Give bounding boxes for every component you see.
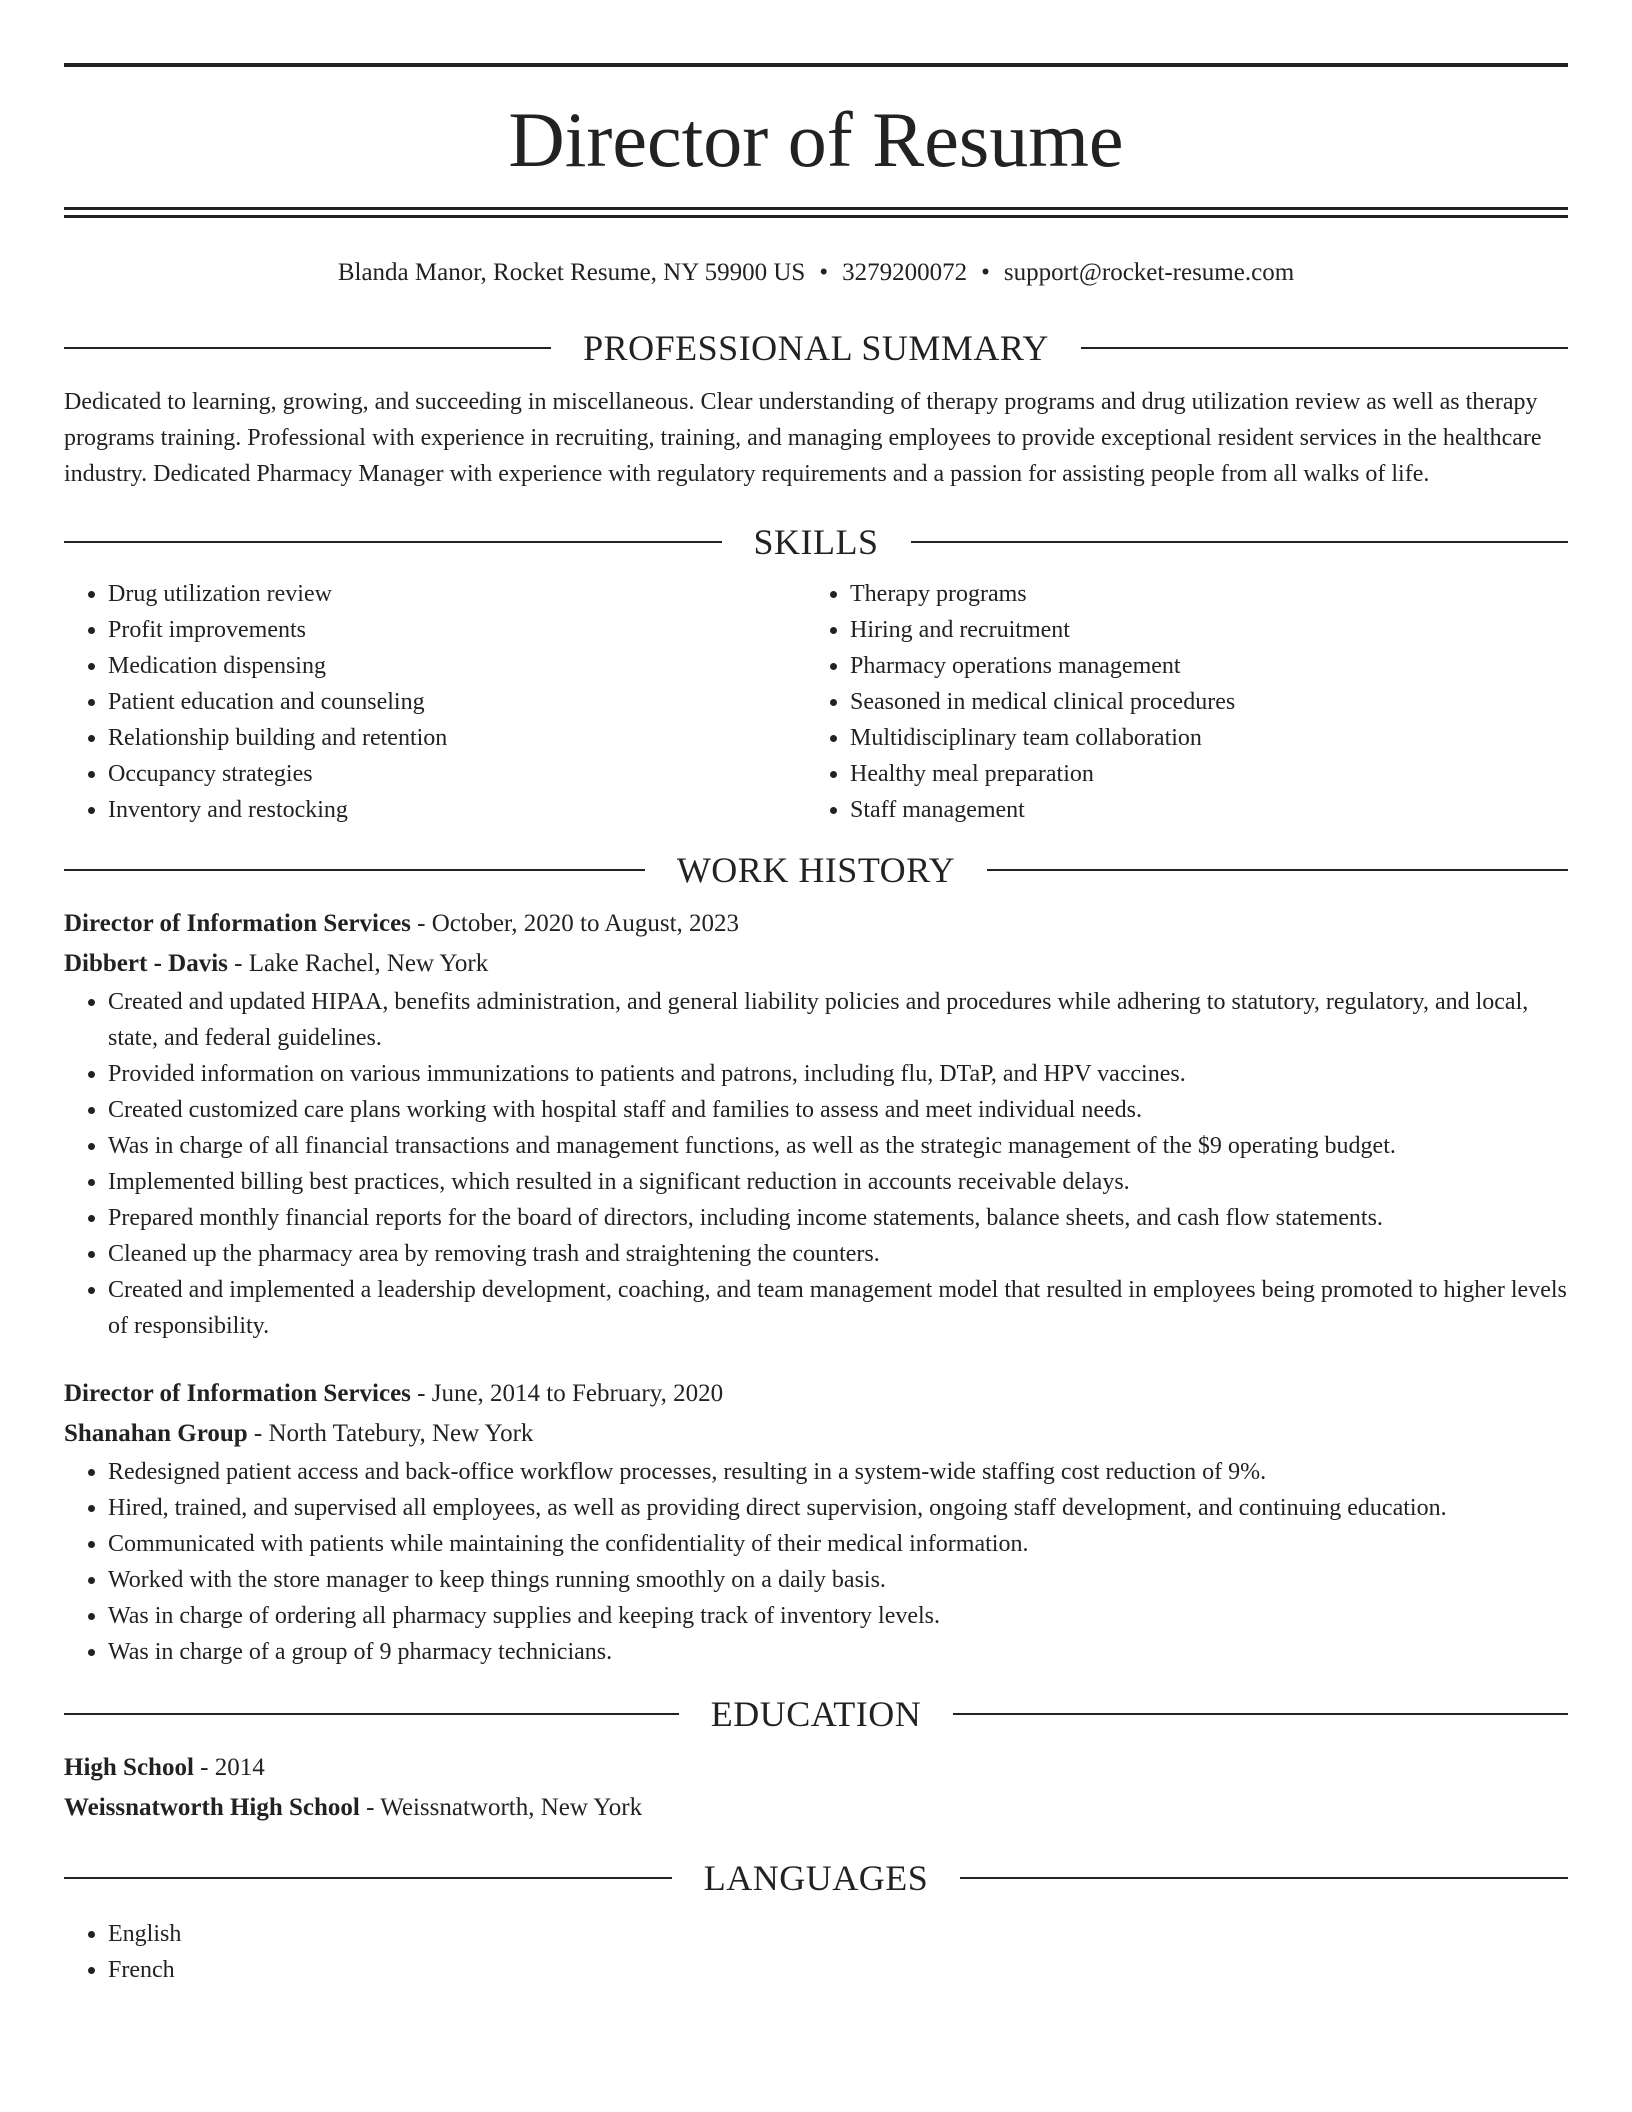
skill-item: • Seasoned in medical clinical procedures (850, 684, 1548, 720)
resume-page (64, 0, 1568, 1988)
job-location: - Lake Rachel, New York (227, 950, 489, 977)
job-dates: - June, 2014 to February, 2020 (410, 1380, 724, 1407)
job-title-line (64, 904, 1568, 944)
skill-item: • Relationship building and retention (108, 720, 806, 756)
heading-rule (64, 1877, 672, 1879)
section-title: WORK HISTORY (676, 850, 956, 890)
contact-address: Blanda Manor, Rocket Resume, NY 59900 US (337, 259, 806, 286)
job-location: - North Tatebury, New York (247, 1420, 534, 1447)
job-bullet: • Was in charge of a group of 9 pharmacy technicians. (108, 1634, 1568, 1670)
education-degree: High School (64, 1754, 194, 1781)
skills-column-right (806, 576, 1548, 828)
heading-rule (64, 347, 551, 349)
job-bullet: • Created customized care plans working with hospital staff and families to assess and meet individual needs. (108, 1092, 1568, 1128)
section-title: EDUCATION (710, 1694, 922, 1734)
job-company-line (64, 1414, 1568, 1454)
top-rule (64, 63, 1568, 67)
double-rule (64, 207, 1568, 218)
education-entry (64, 1748, 1568, 1828)
education-location: - Weissnatworth, New York (359, 1794, 643, 1821)
job-entry (64, 904, 1568, 1344)
heading-rule (987, 869, 1568, 871)
skill-item: • Hiring and recruitment (850, 612, 1548, 648)
job-bullet: • Implemented billing best practices, which resulted in a significant reduction in accounts receivable delays. (108, 1164, 1568, 1200)
language-item: • French (108, 1952, 1568, 1988)
skill-item: • Occupancy strategies (108, 756, 806, 792)
skills-heading (64, 520, 1568, 564)
job-bullet: • Redesigned patient access and back-office workflow processes, resulting in a system-wide staffing cost reduction of 9%. (108, 1454, 1568, 1490)
contact-phone: 3279200072 (842, 259, 968, 286)
job-bullets (64, 1454, 1568, 1670)
job-bullet: • Communicated with patients while maintaining the confidentiality of their medical information. (108, 1526, 1568, 1562)
job-bullet: • Provided information on various immunizations to patients and patrons, including flu, DTaP, and HPV vaccines. (108, 1056, 1568, 1092)
skill-item: • Drug utilization review (108, 576, 806, 612)
education-school-line (64, 1788, 1568, 1828)
job-company-line (64, 944, 1568, 984)
education-degree-line (64, 1748, 1568, 1788)
job-title: Director of Information Services (64, 910, 411, 937)
heading-rule (953, 1713, 1568, 1715)
job-bullet: • Created and implemented a leadership development, coaching, and team management model that resulted in employees being promoted to higher levels of responsibility. (108, 1272, 1568, 1344)
job-bullet: • Was in charge of ordering all pharmacy supplies and keeping track of inventory levels. (108, 1598, 1568, 1634)
heading-rule (64, 541, 722, 543)
education-year: - 2014 (193, 1754, 265, 1781)
job-dates: - October, 2020 to August, 2023 (410, 910, 740, 937)
job-company: Shanahan Group (64, 1420, 248, 1447)
job-entry (64, 1374, 1568, 1670)
skills-column-left (64, 576, 806, 828)
skill-item: • Inventory and restocking (108, 792, 806, 828)
job-bullet: • Was in charge of all financial transactions and management functions, as well as the strategic management of the $9 operating budget. (108, 1128, 1568, 1164)
job-bullet: • Cleaned up the pharmacy area by removing trash and straightening the counters. (108, 1236, 1568, 1272)
contact-separator: • (819, 259, 829, 286)
job-bullets (64, 984, 1568, 1344)
skill-item: • Healthy meal preparation (850, 756, 1548, 792)
language-item: • English (108, 1916, 1568, 1952)
heading-rule (64, 869, 645, 871)
heading-rule (911, 541, 1569, 543)
skill-item: • Medication dispensing (108, 648, 806, 684)
education-school: Weissnatworth High School (64, 1794, 360, 1821)
skill-item: • Multidisciplinary team collaboration (850, 720, 1548, 756)
section-title: SKILLS (753, 522, 879, 562)
summary-heading (64, 326, 1568, 370)
summary-text: Dedicated to learning, growing, and succeeding in miscellaneous. Clear understanding of therapy programs and drug utilization review as well as therapy programs training. Professional with experience in recruiting, training, and managing employees to provide exceptional resident services in the healthcare industry. Dedicated Pharmacy Manager with experience with regulatory requirements and a passion for assisting people from all walks of life. (64, 389, 1542, 487)
heading-rule (64, 1713, 679, 1715)
resume-name: Director of Resume (508, 96, 1124, 183)
heading-rule (1081, 347, 1568, 349)
job-title: Director of Information Services (64, 1380, 411, 1407)
job-bullet: • Hired, trained, and supervised all employees, as well as providing direct supervision, ongoing staff development, and continuing education. (108, 1490, 1568, 1526)
contact-line (64, 258, 1568, 288)
job-title-line (64, 1374, 1568, 1414)
job-bullet: • Created and updated HIPAA, benefits administration, and general liability policies and procedures while adhering to statutory, regulatory, and local, state, and federal guidelines. (108, 984, 1568, 1056)
education-heading (64, 1692, 1568, 1736)
skill-item: • Staff management (850, 792, 1548, 828)
skill-item: • Pharmacy operations management (850, 648, 1548, 684)
skills-list (64, 576, 1568, 828)
skill-item: • Patient education and counseling (108, 684, 806, 720)
heading-rule (960, 1877, 1568, 1879)
skill-item: • Therapy programs (850, 576, 1548, 612)
languages-heading (64, 1856, 1568, 1900)
work-heading (64, 848, 1568, 892)
skill-item: • Profit improvements (108, 612, 806, 648)
contact-separator: • (981, 259, 990, 286)
job-bullet: • Worked with the store manager to keep things running smoothly on a daily basis. (108, 1562, 1568, 1598)
job-bullet: • Prepared monthly financial reports for the board of directors, including income statements, balance sheets, and cash flow statements. (108, 1200, 1568, 1236)
section-title: LANGUAGES (703, 1858, 929, 1898)
languages-list (64, 1916, 1568, 1988)
contact-email[interactable]: support@rocket-resume.com (1003, 259, 1295, 286)
job-company: Dibbert - Davis (64, 950, 228, 977)
section-title: PROFESSIONAL SUMMARY (583, 328, 1049, 368)
